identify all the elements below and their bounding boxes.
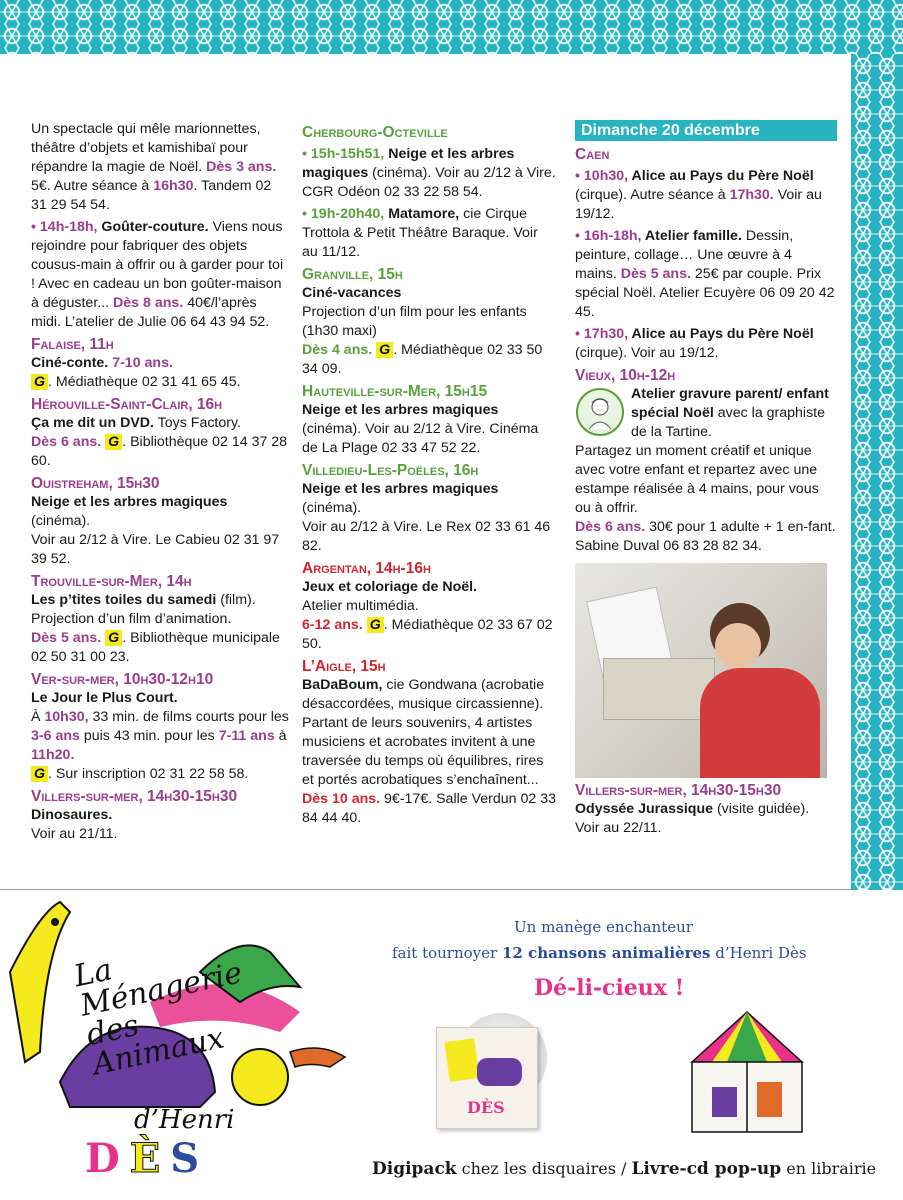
popup-carousel-book [672, 1002, 822, 1152]
event-villers-dinosaures: Dinosaures. Voir au 21/11. [31, 807, 118, 842]
cd-des-label: DÈS [467, 1098, 505, 1117]
place-herouville: Hérouville-Saint-Clair, 16h [31, 396, 223, 413]
place-ouistreham: Ouistreham, 15h30 [31, 475, 160, 492]
ad-footer: Digipack chez les disquaires / Livre-cd pop-up en librairie [372, 1159, 877, 1179]
g-badge-icon: G [31, 766, 48, 782]
place-vieux: Vieux, 10h-12h [575, 367, 676, 384]
event-argentan: Jeux et coloriage de Noël. Atelier multimédia. 6-12 ans. G . Médiathèque 02 33 67 02 50. [302, 579, 553, 652]
place-ver-sur-mer: Ver-sur-mer, 10h30-12h10 [31, 671, 214, 688]
place-laigle: L’Aigle, 15h [302, 658, 386, 675]
event-laigle: BaDaBoum, cie Gondwana (acrobatie désaccordées, musique circassienne). Partant de leurs souvenirs, 4 artistes musiciens et acrobates invitent à une traversée du temps où équilibres, rires et portés acrobatiques s’enchaînent... Dès 10 ans. 9€-17€. Salle Verdun 02 33 84 44 40. [302, 677, 556, 826]
place-villers-sur-mer-2: Villers-sur-mer, 14h30-15h30 [575, 782, 782, 799]
event-caen-alice-1: • 10h30, Alice au Pays du Père Noël (cirque). Autre séance à 17h30. Voir au 19/12. [575, 168, 822, 222]
place-villers-sur-mer: Villers-sur-mer, 14h30-15h30 [31, 788, 238, 805]
event-caen-alice-2: • 17h30, Alice au Pays du Père Noël (cirque). Voir au 19/12. [575, 326, 814, 361]
event-granville: Ciné-vacances Projection d’un film pour les enfants (1h30 maxi) Dès 4 ans. G . Médiathèque 02 33 50 34 09. [302, 285, 543, 377]
place-caen: Caen [575, 146, 610, 163]
place-trouville: Trouville-sur-Mer, 14h [31, 573, 192, 590]
event-ouistreham: Neige et les arbres magiques (cinéma). Voir au 2/12 à Vire. Le Cabieu 02 31 97 39 52. [31, 494, 280, 567]
event-caen-atelier: • 16h-18h, Atelier famille. Dessin, peinture, collage… Une œuvre à 4 mains. Dès 5 ans. 25€ par couple. Prix spécial Noël. Atelier Ecuyère 06 09 20 42 45. [575, 228, 835, 320]
event-ver-sur-mer: Le Jour le Plus Court. À 10h30, 33 min. de films courts pour les 3-6 ans puis 43 min. pour les 7-11 ans à 11h20. G . Sur inscription 02 31 22 58 58. [31, 690, 289, 782]
dhenri-label: d’Henri [134, 1105, 235, 1135]
place-villedieu: Villedieu-Les-Poëles, 16h [302, 462, 479, 479]
event-herouville: Ça me dit un DVD. Toys Factory. Dès 6 ans. G . Bibliothèque 02 14 37 28 60. [31, 415, 288, 469]
event-gouter-couture: • 14h-18h, Goûter-couture. Viens nous rejoindre pour fabriquer des objets cousus-main à offrir ou à garder pour toi ! Avec en cadeau un bon goûter-maison à déguster... Dès 8 ans. 40€/l’après midi. L’atelier de Julie 06 64 43 94 52. [31, 219, 284, 330]
g-badge-icon: G [105, 630, 122, 646]
event-hauteville: Neige et les arbres magiques (cinéma). Voir au 2/12 à Vire. Cinéma de La Plage 02 33 47 52 22. [302, 402, 539, 456]
g-badge-icon: G [31, 374, 48, 390]
place-hauteville: Hauteville-sur-Mer, 15h15 [302, 383, 488, 400]
place-granville: Granville, 15h [302, 266, 403, 283]
cd-digipack [436, 1027, 538, 1129]
event-villedieu: Neige et les arbres magiques (cinéma). Voir au 2/12 à Vire. Le Rex 02 33 61 46 82. [302, 481, 551, 554]
place-falaise: Falaise, 11h [31, 336, 114, 353]
portrait-illustration-icon [575, 387, 625, 437]
event-falaise: Ciné-conte. 7-10 ans. G . Médiathèque 02 31 41 65 45. [31, 355, 241, 390]
des-logo: DÈS [85, 1135, 210, 1182]
child-engraving-photo [575, 563, 827, 778]
g-badge-icon: G [105, 434, 122, 450]
column-1 [31, 120, 289, 844]
event-trouville: Les p’tites toiles du samedi (film). Projection d’un film d’animation. Dès 5 ans. G . Bibliothèque municipale 02 50 31 00 23. [31, 592, 280, 665]
event-cherbourg-neige: • 15h-15h51, Neige et les arbres magiques (cinéma). Voir au 2/12 à Vire. CGR Odéon 02 33 22 58 54. [302, 146, 556, 200]
advertisement [0, 892, 903, 1200]
section-divider [0, 889, 851, 890]
ad-line-2: fait tournoyer 12 chansons animalières d’Henri Dès [392, 944, 807, 962]
event-tandem: Un spectacle qui mêle marionnettes, théâtre d’objets et kamishibaï pour répandre la magie de Noël. Dès 3 ans. 5€. Autre séance à 16h30. Tandem 02 31 29 54 54. [31, 121, 277, 213]
ad-slogan: Dé-li-cieux ! [534, 975, 685, 1001]
event-cherbourg-matamore: • 19h-20h40, Matamore, cie Cirque Trottola & Petit Théâtre Baraque. Voir au 11/12. [302, 206, 538, 260]
place-argentan: Argentan, 14h-16h [302, 560, 431, 577]
menagerie-title: La Ménagerie des Animaux [70, 952, 246, 1083]
column-2 [302, 120, 556, 828]
date-heading: Dimanche 20 décembre [575, 120, 837, 141]
g-badge-icon: G [376, 342, 393, 358]
place-cherbourg: Cherbourg-Octeville [302, 124, 448, 141]
decorative-pattern-top [0, 0, 903, 54]
g-badge-icon: G [367, 617, 384, 633]
decorative-pattern-right [851, 54, 903, 890]
event-villers-odyssee: Odyssée Jurassique (visite guidée). Voir au 22/11. [575, 801, 810, 836]
event-vieux: Atelier gravure parent/ enfant spécial Noël avec la graphiste de la Tartine. Partagez un moment créatif et unique avec votre enfant et repartez avec une estampe réalisée à 4 mains, pour vous ou à offrir. Dès 6 ans. 30€ pour 1 adulte + 1 en-fant. Sabine Duval 06 83 28 82 34. [575, 386, 836, 554]
ad-line-1: Un manège enchanteur [514, 918, 693, 936]
column-3 [575, 120, 837, 838]
